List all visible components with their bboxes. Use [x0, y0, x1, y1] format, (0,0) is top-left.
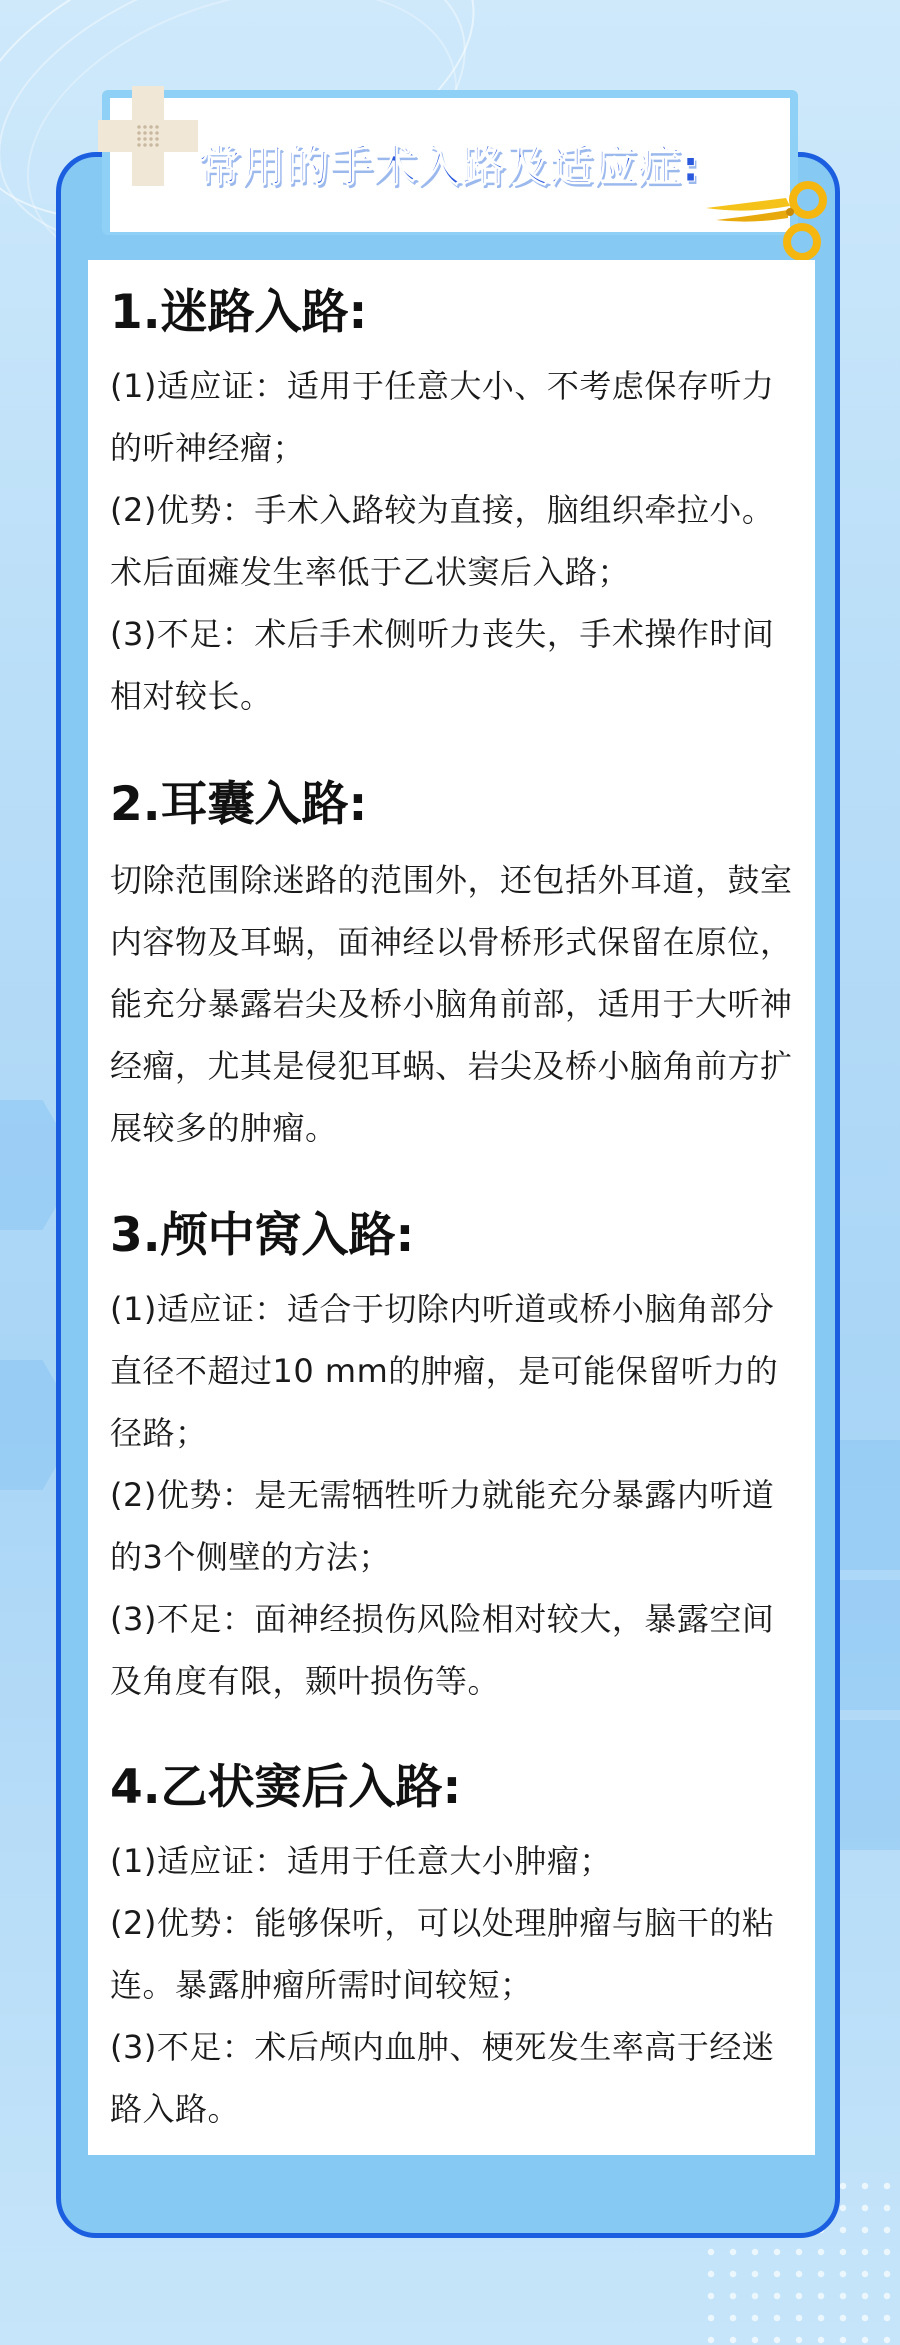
section-transotic	[110, 775, 800, 1159]
section-heading: 2.耳囊入路:	[110, 777, 368, 832]
section-paragraph: (3)不足：术后手术侧听力丧失，手术操作时间相对较长。	[110, 615, 775, 715]
section-paragraph: (2)优势：能够保听，可以处理肿瘤与脑干的粘连。暴露肿瘤所需时间较短；	[110, 1904, 775, 2004]
section-translabyrinthine	[110, 283, 800, 727]
section-paragraph: (3)不足：面神经损伤风险相对较大，暴露空间及角度有限，颞叶损伤等。	[110, 1600, 775, 1700]
section-paragraph: 切除范围除迷路的范围外，还包括外耳道，鼓室内容物及耳蜗，面神经以骨桥形式保留在原位，能充分暴露岩尖及桥小脑角前部，适用于大听神经瘤，尤其是侵犯耳蜗、岩尖及桥小脑角前方扩展较多的肿瘤。	[110, 861, 793, 1147]
section-paragraph: (1)适应证：适用于任意大小、不考虑保存听力的听神经瘤；	[110, 367, 775, 467]
scissors-icon	[706, 168, 836, 268]
section-paragraph: (3)不足：术后颅内血肿、梗死发生率高于经迷路入路。	[110, 2028, 775, 2128]
section-paragraph: (2)优势：手术入路较为直接，脑组织牵拉小。术后面瘫发生率低于乙状窦后入路；	[110, 491, 775, 591]
section-paragraph: (1)适应证：适合于切除内听道或桥小脑角部分直径不超过10 mm的肿瘤，是可能保留听力的径路；	[110, 1290, 779, 1452]
section-heading: 3.颅中窝入路:	[110, 1208, 415, 1263]
medical-cross-icon	[98, 86, 198, 186]
section-middle-fossa	[110, 1206, 800, 1712]
section-paragraph: (1)适应证：适用于任意大小肿瘤；	[110, 1842, 612, 1880]
section-retrosigmoid	[110, 1758, 800, 2140]
section-paragraph: (2)优势：是无需牺牲听力就能充分暴露内听道的3个侧壁的方法；	[110, 1476, 775, 1576]
page-title: 常用的手术入路及适应症:	[198, 142, 701, 192]
section-heading: 4.乙状窦后入路:	[110, 1760, 462, 1815]
section-heading: 1.迷路入路:	[110, 285, 368, 340]
